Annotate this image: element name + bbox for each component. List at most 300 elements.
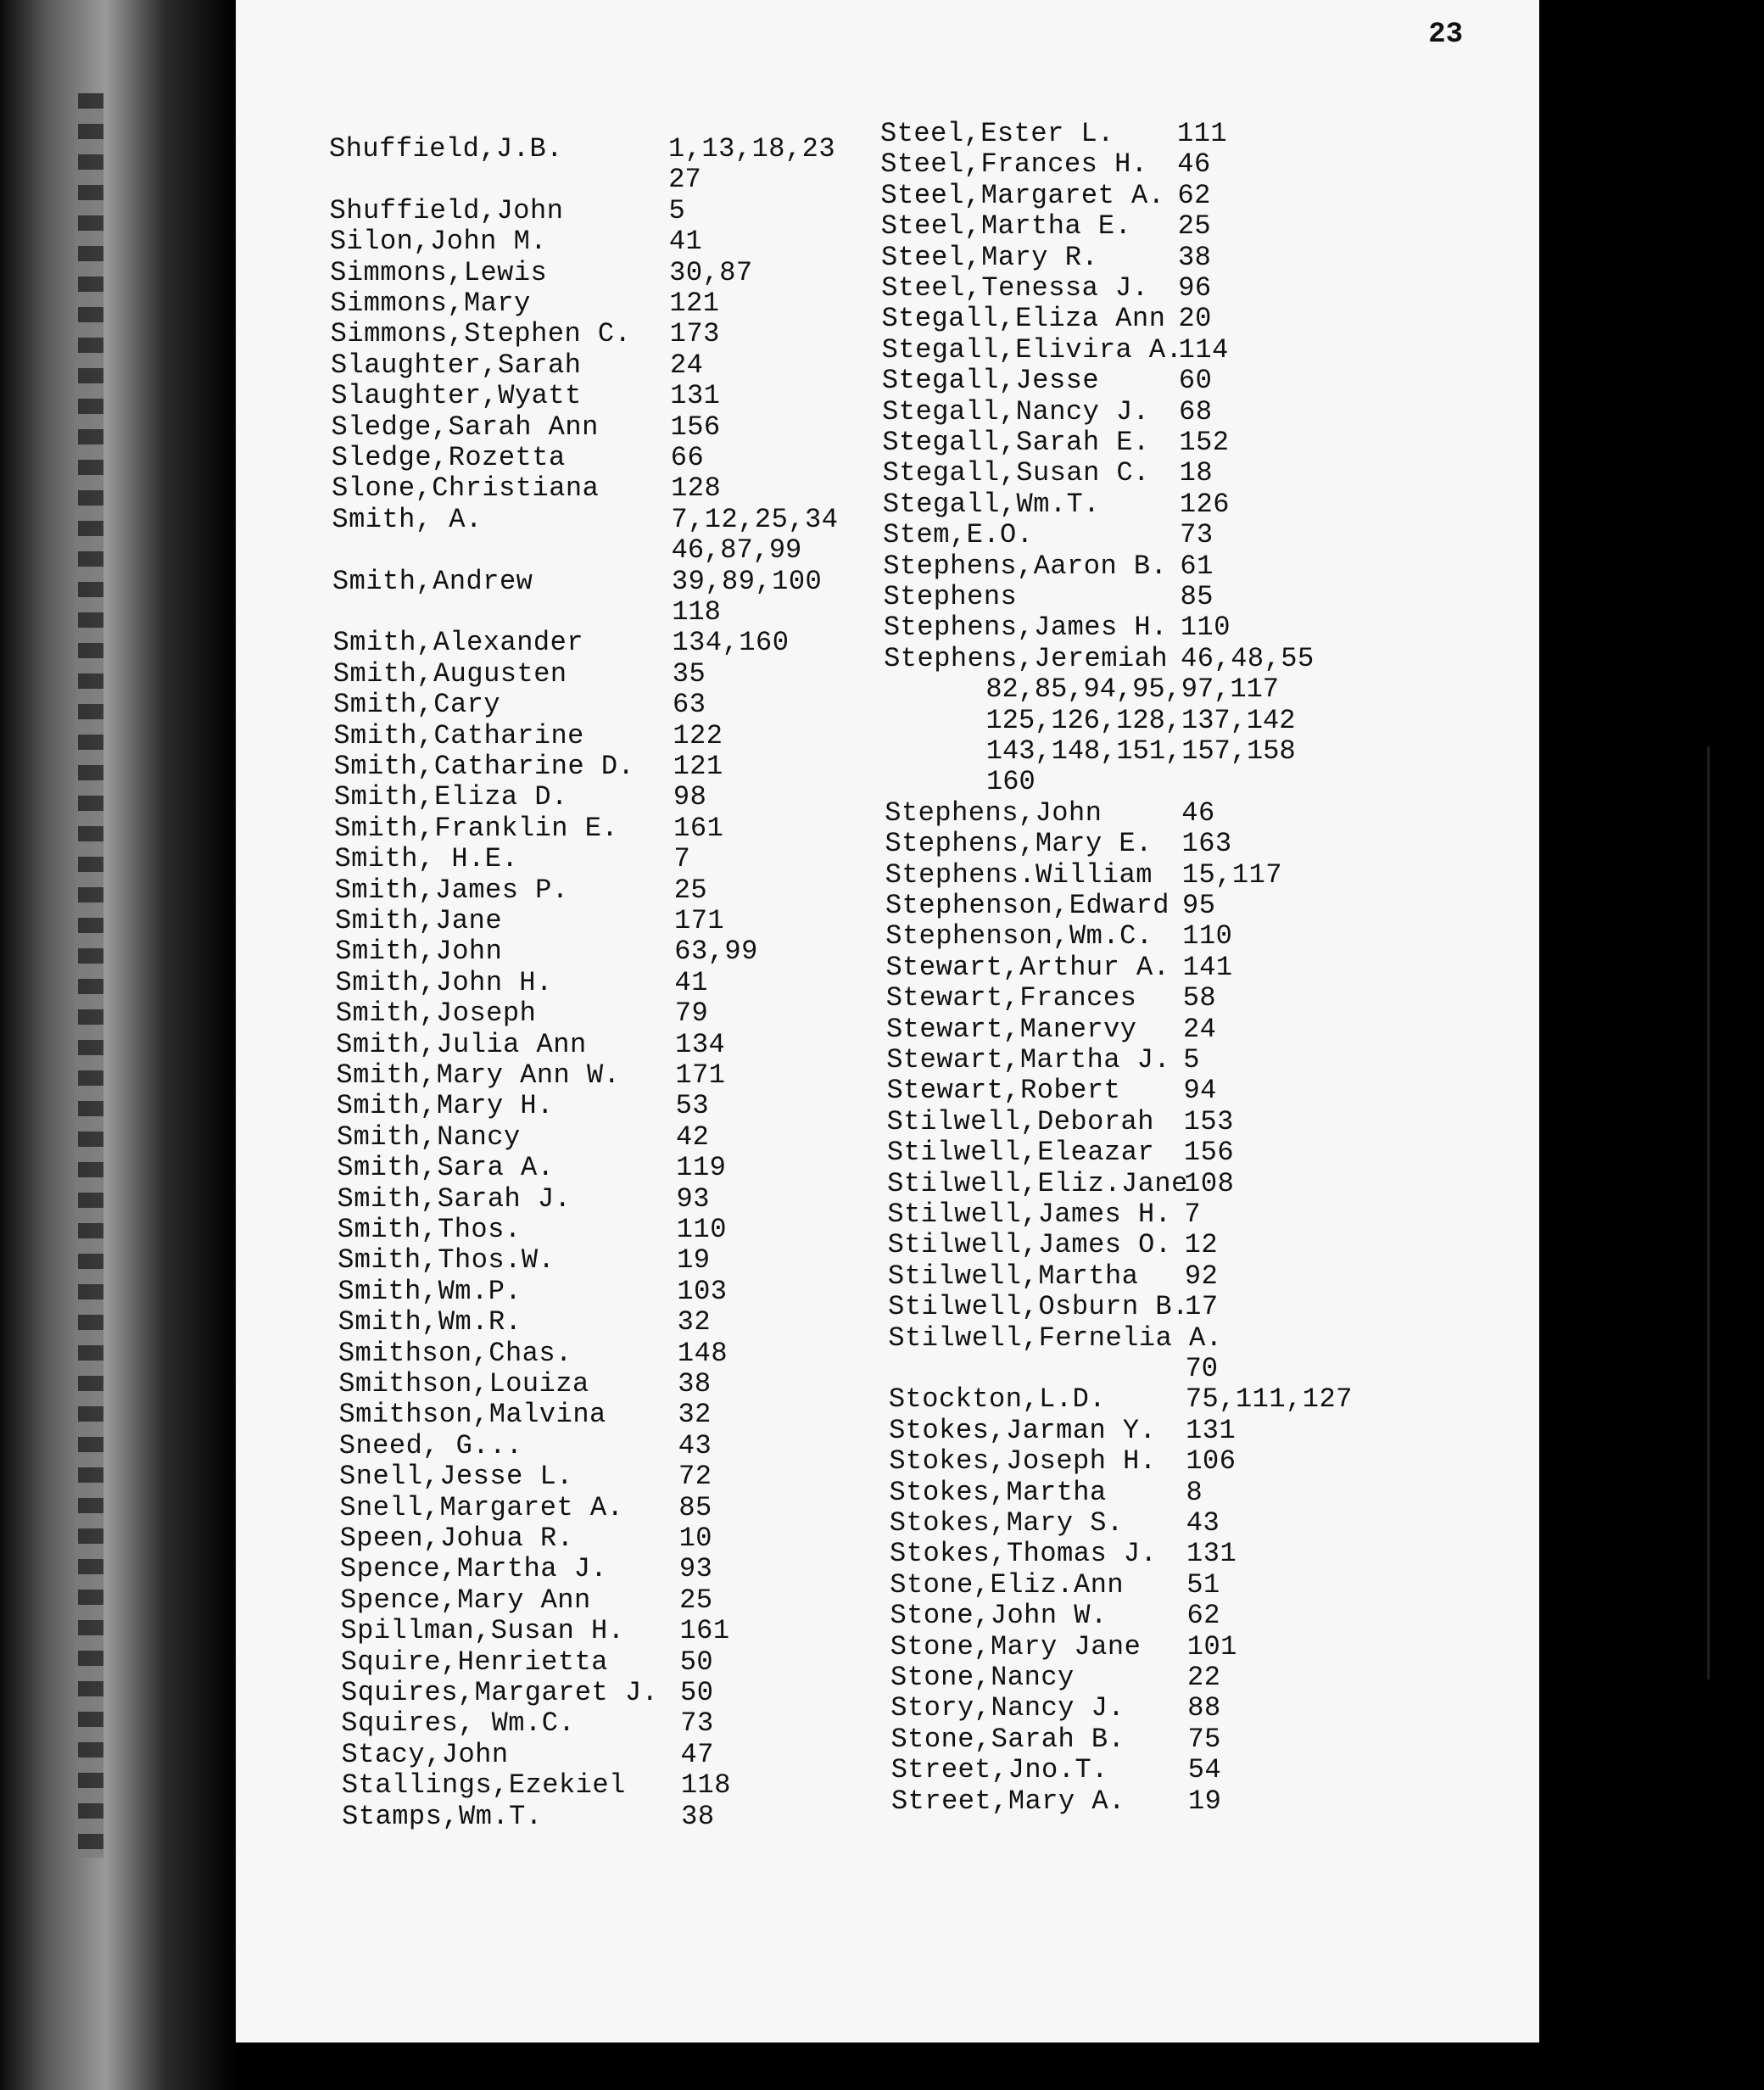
entry-name: Snell,Margaret A. — [339, 1491, 624, 1523]
index-entry — [333, 689, 706, 721]
binding-strip — [78, 93, 103, 1858]
entry-pages: 10 — [678, 1523, 712, 1554]
entry-name: Stokes,Jarman Y. — [889, 1414, 1157, 1446]
index-entry — [890, 1568, 1220, 1601]
entry-pages-continued: 46,87,99 — [671, 534, 802, 567]
entry-pages: 38 — [1177, 241, 1212, 273]
entry-name: Smith,Eliza D. — [333, 781, 568, 813]
entry-name: Smithson,Malvina — [338, 1399, 606, 1431]
index-entry — [886, 1044, 1200, 1076]
scan-border — [236, 2042, 1539, 2090]
entry-name: Stallings,Ezekiel — [341, 1769, 626, 1802]
index-entry — [886, 1105, 1234, 1137]
entry-name: Stamps,Wm.T. — [342, 1800, 543, 1832]
entry-pages: 122 — [673, 719, 723, 752]
entry-name: Stone,Eliz.Ann — [890, 1568, 1125, 1601]
entry-name: Simmons,Mary — [330, 288, 531, 319]
entry-name: Speen,Johua R. — [339, 1523, 574, 1554]
entry-pages: 47 — [680, 1738, 714, 1770]
index-entry — [886, 1075, 1217, 1107]
entry-pages: 50 — [680, 1677, 714, 1708]
entry-name: Smith,Andrew — [332, 565, 533, 597]
entry-name: Stewart,Arthur A. — [885, 951, 1170, 983]
index-entry — [340, 1584, 713, 1616]
index-entry — [888, 1383, 1353, 1416]
entry-name: Slone,Christiana — [332, 472, 600, 505]
entry-pages: 53 — [675, 1090, 710, 1122]
entry-name: Smith,Cary — [333, 689, 501, 721]
entry-pages: 46 — [1181, 796, 1215, 829]
index-entry — [885, 951, 1233, 983]
entry-pages: 1,13,18,23 — [668, 133, 836, 165]
entry-pages: 73 — [1180, 519, 1214, 551]
index-entry — [332, 657, 706, 690]
entry-pages: 32 — [677, 1306, 712, 1338]
entry-name: Stilwell,Osburn B. — [888, 1291, 1189, 1323]
entry-name: Snell,Jesse L. — [339, 1461, 573, 1493]
index-entry — [885, 858, 1282, 891]
entry-pages: 73 — [680, 1707, 714, 1740]
entry-name: Smith,John — [335, 936, 503, 968]
entry-pages: 15,117 — [1181, 858, 1282, 891]
index-entry — [889, 1445, 1236, 1478]
index-entry — [887, 1260, 1219, 1292]
entry-name: Smith, A. — [332, 503, 483, 535]
index-entry — [336, 1120, 710, 1153]
entry-pages: 110 — [1180, 612, 1231, 644]
index-entry — [890, 1538, 1237, 1570]
entry-pages: 101 — [1186, 1630, 1237, 1662]
index-entry — [890, 1754, 1222, 1786]
entry-pages: 121 — [673, 751, 723, 782]
entry-pages: 75,111,127 — [1185, 1383, 1353, 1416]
entry-name: Squire,Henrietta — [340, 1646, 608, 1678]
entry-pages: 5 — [668, 194, 686, 226]
entry-pages: 17 — [1185, 1291, 1219, 1323]
entry-pages: 63 — [673, 689, 706, 721]
entry-name: Stewart,Martha J. — [886, 1044, 1171, 1076]
entry-name: Stacy,John — [341, 1738, 509, 1770]
entry-pages: 46,48,55 — [1181, 642, 1315, 674]
entry-pages: 50 — [679, 1646, 714, 1678]
entry-pages: 93 — [678, 1553, 713, 1585]
entry-pages: 108 — [1184, 1167, 1235, 1199]
entry-name: Story,Nancy J. — [890, 1692, 1125, 1724]
entry-pages: 114 — [1178, 333, 1229, 366]
index-entry — [341, 1677, 714, 1708]
entry-pages: 85 — [1180, 581, 1214, 612]
entry-pages: 148 — [677, 1337, 728, 1369]
entry-name: Smith,Catharine D. — [333, 751, 635, 782]
index-entry — [888, 1291, 1219, 1323]
entry-pages: 111 — [1177, 118, 1228, 149]
entry-name: Steel,Ester L. — [880, 118, 1114, 149]
entry-pages: 131 — [670, 380, 721, 412]
entry-pages-continued: 27 — [668, 164, 701, 196]
entry-name: Sneed, G... — [338, 1429, 523, 1461]
entry-pages-continued: 143,148,151,157,158 — [985, 735, 1296, 767]
entry-pages: 60 — [1178, 365, 1213, 397]
entry-name: Smithson,Chas. — [338, 1337, 572, 1369]
entry-pages: 30,87 — [669, 256, 753, 288]
index-entry — [338, 1429, 712, 1461]
entry-name: Smith,Sarah J. — [337, 1182, 572, 1215]
index-entry — [339, 1553, 713, 1585]
entry-name: Smith,Franklin E. — [334, 812, 619, 844]
entry-name: Stone,John W. — [890, 1600, 1108, 1632]
entry-name: Stephens.William — [885, 858, 1153, 891]
entry-pages: 141 — [1182, 951, 1233, 983]
entry-pages: 41 — [674, 966, 708, 998]
entry-name: Smith,Sara A. — [337, 1152, 555, 1184]
index-entry — [885, 1013, 1217, 1045]
entry-name: Smith,Wm.R. — [338, 1306, 522, 1338]
entry-name: Street,Mary A. — [890, 1785, 1125, 1817]
entry-name: Steel,Martha E. — [880, 210, 1132, 243]
entry-pages: 7,12,25,34 — [671, 503, 839, 535]
page-fold-line — [1707, 746, 1710, 1679]
entry-name: Slaughter,Wyatt — [331, 380, 582, 412]
entry-name: Stegall,Susan C. — [882, 457, 1150, 489]
index-entry — [885, 920, 1233, 953]
entry-name: Stilwell,Eleazar — [886, 1137, 1155, 1169]
entry-name: Stephens,James H. — [883, 612, 1168, 644]
entry-pages: 38 — [681, 1800, 715, 1832]
entry-name: Shuffield,J.B. — [329, 133, 563, 165]
entry-name: Stokes,Joseph H. — [889, 1445, 1157, 1478]
index-entry — [883, 519, 1214, 551]
entry-name: Smith,James P. — [334, 874, 569, 906]
entry-pages: 118 — [680, 1769, 731, 1802]
entry-name: Stilwell,Fernelia A. — [888, 1322, 1223, 1354]
entry-name: Stegall,Nancy J. — [882, 395, 1150, 428]
entry-name: Smith,Mary Ann W. — [336, 1059, 621, 1091]
entry-pages: 8 — [1186, 1476, 1203, 1508]
entry-pages: 12 — [1184, 1229, 1219, 1261]
entry-pages: 22 — [1187, 1662, 1221, 1693]
index-entry — [331, 380, 721, 412]
index-entry — [338, 1399, 712, 1431]
index-entry — [338, 1337, 728, 1369]
entry-name: Sledge,Sarah Ann — [331, 411, 599, 443]
entry-pages: 95 — [1182, 890, 1216, 921]
entry-name: Stegall,Jesse — [881, 365, 1100, 397]
index-entry — [337, 1214, 727, 1245]
entry-name: Stegall,Sarah E. — [882, 427, 1150, 458]
index-entry — [887, 1199, 1202, 1230]
index-entry — [890, 1785, 1222, 1817]
index-entry — [339, 1523, 712, 1554]
index-entry — [329, 133, 836, 165]
index-entry — [332, 503, 839, 535]
index-entry — [340, 1615, 730, 1647]
entry-name: Smith,Thos. — [337, 1214, 522, 1245]
entry-name: Smith,Jane — [335, 905, 503, 936]
entry-name: Stewart,Robert — [886, 1075, 1121, 1107]
entry-pages: 38 — [678, 1368, 712, 1400]
index-page — [236, 0, 1539, 2090]
entry-pages: 58 — [1182, 982, 1217, 1014]
index-entry — [342, 1800, 715, 1832]
index-entry — [884, 642, 1315, 674]
entry-name: Smith,Thos.W. — [338, 1244, 555, 1277]
entry-pages: 103 — [677, 1275, 728, 1307]
entry-name: Sledge,Rozetta — [331, 442, 566, 473]
entry-pages: 98 — [673, 781, 707, 813]
entry-pages: 25 — [679, 1584, 713, 1616]
index-entry — [890, 1600, 1220, 1632]
entry-name: Slaughter,Sarah — [330, 349, 582, 381]
index-entry — [337, 1182, 710, 1215]
entry-name: Squires, Wm.C. — [341, 1707, 576, 1740]
index-entry — [335, 905, 725, 936]
entry-name: Stewart,Manervy — [885, 1013, 1137, 1045]
entry-pages: 25 — [1177, 210, 1212, 243]
entry-pages: 153 — [1183, 1105, 1234, 1137]
entry-pages: 161 — [679, 1615, 730, 1647]
index-entry — [331, 442, 705, 473]
entry-name: Stone,Mary Jane — [890, 1630, 1142, 1662]
index-entry — [332, 565, 823, 597]
entry-name: Stephens,Jeremiah — [884, 642, 1169, 674]
index-entry — [887, 1167, 1235, 1199]
index-entry — [333, 781, 707, 813]
entry-name: Shuffield,John — [329, 194, 564, 226]
index-entry — [334, 843, 691, 875]
entry-name: Stem,E.O. — [883, 519, 1034, 551]
index-entry — [881, 303, 1212, 335]
entry-name: Stilwell,James O. — [887, 1229, 1172, 1261]
index-entry — [334, 812, 724, 844]
entry-pages-continued: 118 — [672, 596, 721, 628]
index-entry — [335, 936, 758, 968]
entry-name: Stokes,Martha — [889, 1476, 1107, 1508]
index-entry — [334, 874, 708, 906]
entry-pages: 63,99 — [674, 936, 758, 968]
index-entry — [336, 1028, 726, 1060]
entry-pages: 24 — [669, 349, 704, 381]
index-entry — [335, 998, 709, 1030]
entry-name: Stokes,Thomas J. — [890, 1538, 1158, 1570]
entry-name: Simmons,Lewis — [330, 256, 548, 288]
entry-pages: 19 — [677, 1244, 711, 1277]
index-entry — [880, 210, 1212, 243]
entry-pages: 51 — [1186, 1568, 1220, 1601]
entry-name: Smith, H.E. — [334, 843, 519, 875]
entry-name: Stone,Nancy — [890, 1662, 1075, 1693]
entry-pages-continued: 82,85,94,95,97,117 — [985, 673, 1279, 706]
entry-name: Steel,Mary R. — [880, 241, 1099, 273]
entry-pages: 171 — [674, 905, 725, 936]
entry-name: Smith,Wm.P. — [338, 1275, 522, 1307]
index-entry — [331, 411, 721, 443]
entry-name: Stilwell,Martha — [887, 1260, 1139, 1292]
index-entry — [886, 1137, 1235, 1169]
entry-pages: 43 — [678, 1429, 712, 1461]
entry-pages: 32 — [678, 1399, 712, 1431]
index-entry — [883, 612, 1231, 644]
index-entry — [337, 1152, 727, 1184]
entry-pages: 119 — [676, 1152, 727, 1184]
entry-name: Spence,Martha J. — [339, 1553, 608, 1585]
entry-name: Smith,John H. — [335, 966, 553, 998]
entry-pages-continued: 70 — [1185, 1353, 1218, 1384]
entry-pages: 93 — [676, 1182, 710, 1215]
index-entry — [885, 796, 1215, 829]
entry-pages: 131 — [1186, 1414, 1236, 1446]
index-entry — [336, 1090, 710, 1122]
entry-name: Silon,John M. — [329, 226, 547, 258]
index-entry — [330, 256, 753, 288]
entry-pages: 54 — [1187, 1754, 1222, 1786]
index-entry — [340, 1646, 714, 1678]
entry-name: Smith,Alexander — [332, 627, 584, 659]
index-entry — [333, 719, 723, 752]
entry-name: Smith,Nancy — [336, 1120, 521, 1153]
index-entry — [330, 288, 720, 319]
entry-pages: 19 — [1187, 1785, 1222, 1817]
index-entry — [336, 1059, 726, 1091]
index-entry — [330, 349, 704, 381]
index-entry — [341, 1738, 714, 1770]
index-entry — [332, 627, 790, 659]
index-entry — [338, 1244, 711, 1277]
entry-name: Stegall,Wm.T. — [882, 488, 1101, 520]
entry-name: Street,Jno.T. — [890, 1754, 1108, 1786]
entry-pages: 134,160 — [672, 627, 790, 659]
index-entry — [890, 1723, 1221, 1755]
entry-pages: 42 — [675, 1120, 710, 1153]
entry-pages: 92 — [1184, 1260, 1219, 1292]
index-entry — [341, 1707, 714, 1740]
index-entry — [338, 1368, 712, 1400]
entry-pages: 85 — [678, 1491, 712, 1523]
page-number: 23 — [1428, 19, 1463, 51]
entry-pages: 152 — [1179, 427, 1230, 458]
entry-name: Smith,Augusten — [332, 657, 567, 690]
entry-name: Simmons,Stephen C. — [330, 318, 632, 350]
index-entry — [890, 1692, 1221, 1724]
entry-pages: 35 — [672, 657, 706, 690]
entry-name: Stephens,Aaron B. — [883, 550, 1168, 582]
entry-pages: 7 — [673, 843, 691, 875]
index-entry — [889, 1476, 1203, 1508]
index-entry — [881, 333, 1229, 366]
entry-name: Smith,Joseph — [335, 998, 537, 1030]
entry-name: Steel,Frances H. — [880, 148, 1148, 181]
book-gutter — [0, 0, 236, 2090]
entry-pages: 163 — [1181, 828, 1232, 860]
index-entry — [880, 118, 1228, 149]
entry-name: Squires,Margaret J. — [341, 1677, 659, 1708]
index-entry — [890, 1630, 1237, 1662]
entry-pages: 110 — [1182, 920, 1233, 953]
entry-pages: 134 — [675, 1028, 726, 1060]
index-entry — [338, 1275, 728, 1307]
entry-pages: 156 — [670, 411, 721, 443]
index-entry — [339, 1461, 712, 1493]
entry-pages: 25 — [673, 874, 708, 906]
entry-name: Stokes,Mary S. — [889, 1507, 1124, 1539]
entry-pages: 79 — [674, 998, 709, 1030]
index-entry — [885, 828, 1232, 860]
entry-name: Stegall,Elivira A. — [881, 333, 1183, 366]
entry-pages: 68 — [1179, 395, 1213, 428]
index-entry — [885, 890, 1216, 921]
index-entry — [880, 179, 1211, 211]
index-entry — [881, 365, 1213, 397]
entry-pages: 131 — [1186, 1538, 1237, 1570]
entry-name: Stephens,John — [885, 796, 1102, 829]
entry-name: Smith,Mary H. — [336, 1090, 554, 1122]
entry-pages: 20 — [1178, 303, 1212, 335]
entry-name: Stewart,Frances — [885, 982, 1137, 1014]
entry-pages: 62 — [1186, 1600, 1220, 1632]
entry-pages: 46 — [1177, 148, 1211, 181]
entry-name: Smith,Julia Ann — [336, 1028, 587, 1060]
entry-name: Stilwell,Eliz.Jane — [887, 1167, 1188, 1199]
entry-name: Smith,Catharine — [333, 719, 584, 752]
entry-pages: 106 — [1186, 1445, 1236, 1478]
entry-pages: 75 — [1187, 1723, 1221, 1755]
entry-pages: 5 — [1183, 1044, 1200, 1076]
entry-pages: 128 — [671, 472, 722, 505]
entry-pages: 41 — [668, 226, 703, 258]
entry-name: Stone,Sarah B. — [890, 1723, 1125, 1755]
index-entry — [888, 1323, 1222, 1354]
entry-name: Stilwell,James H. — [887, 1199, 1172, 1230]
entry-name: Stilwell,Deborah — [886, 1105, 1154, 1137]
entry-pages: 43 — [1186, 1507, 1220, 1539]
entry-name: Spillman,Susan H. — [340, 1615, 625, 1647]
entry-pages: 18 — [1179, 457, 1214, 489]
index-entry — [887, 1229, 1219, 1261]
entry-name: Stephens — [883, 581, 1018, 612]
entry-pages: 66 — [670, 442, 705, 473]
entry-pages: 62 — [1177, 179, 1211, 211]
entry-pages: 121 — [669, 288, 720, 319]
index-entry — [882, 395, 1213, 428]
index-entry — [882, 488, 1230, 520]
entry-name: Steel,Margaret A. — [880, 179, 1165, 211]
entry-pages: 88 — [1187, 1692, 1221, 1724]
entry-pages: 24 — [1182, 1013, 1217, 1045]
entry-name: Stockton,L.D. — [888, 1383, 1106, 1416]
entry-pages: 173 — [669, 318, 720, 350]
index-entry — [880, 148, 1211, 181]
entry-name: Stephenson,Wm.C. — [885, 920, 1153, 953]
entry-pages: 94 — [1183, 1075, 1217, 1107]
entry-name: Steel,Tenessa J. — [881, 272, 1149, 304]
entry-pages: 161 — [673, 812, 724, 844]
index-entry — [883, 581, 1214, 612]
index-entry — [881, 272, 1212, 304]
entry-pages-continued: 125,126,128,137,142 — [985, 704, 1296, 736]
index-entry — [889, 1414, 1236, 1446]
entry-name: Stegall,Eliza Ann — [881, 303, 1166, 335]
entry-name: Smithson,Louiza — [338, 1368, 589, 1400]
index-entry — [329, 226, 703, 258]
index-entry — [882, 457, 1214, 489]
index-entry — [885, 982, 1217, 1014]
index-entry — [890, 1662, 1221, 1693]
index-entry — [329, 194, 686, 226]
index-entry — [333, 751, 723, 782]
index-entry — [332, 472, 722, 505]
index-entry — [880, 241, 1212, 273]
entry-pages: 110 — [676, 1214, 727, 1245]
index-entry — [338, 1306, 712, 1338]
